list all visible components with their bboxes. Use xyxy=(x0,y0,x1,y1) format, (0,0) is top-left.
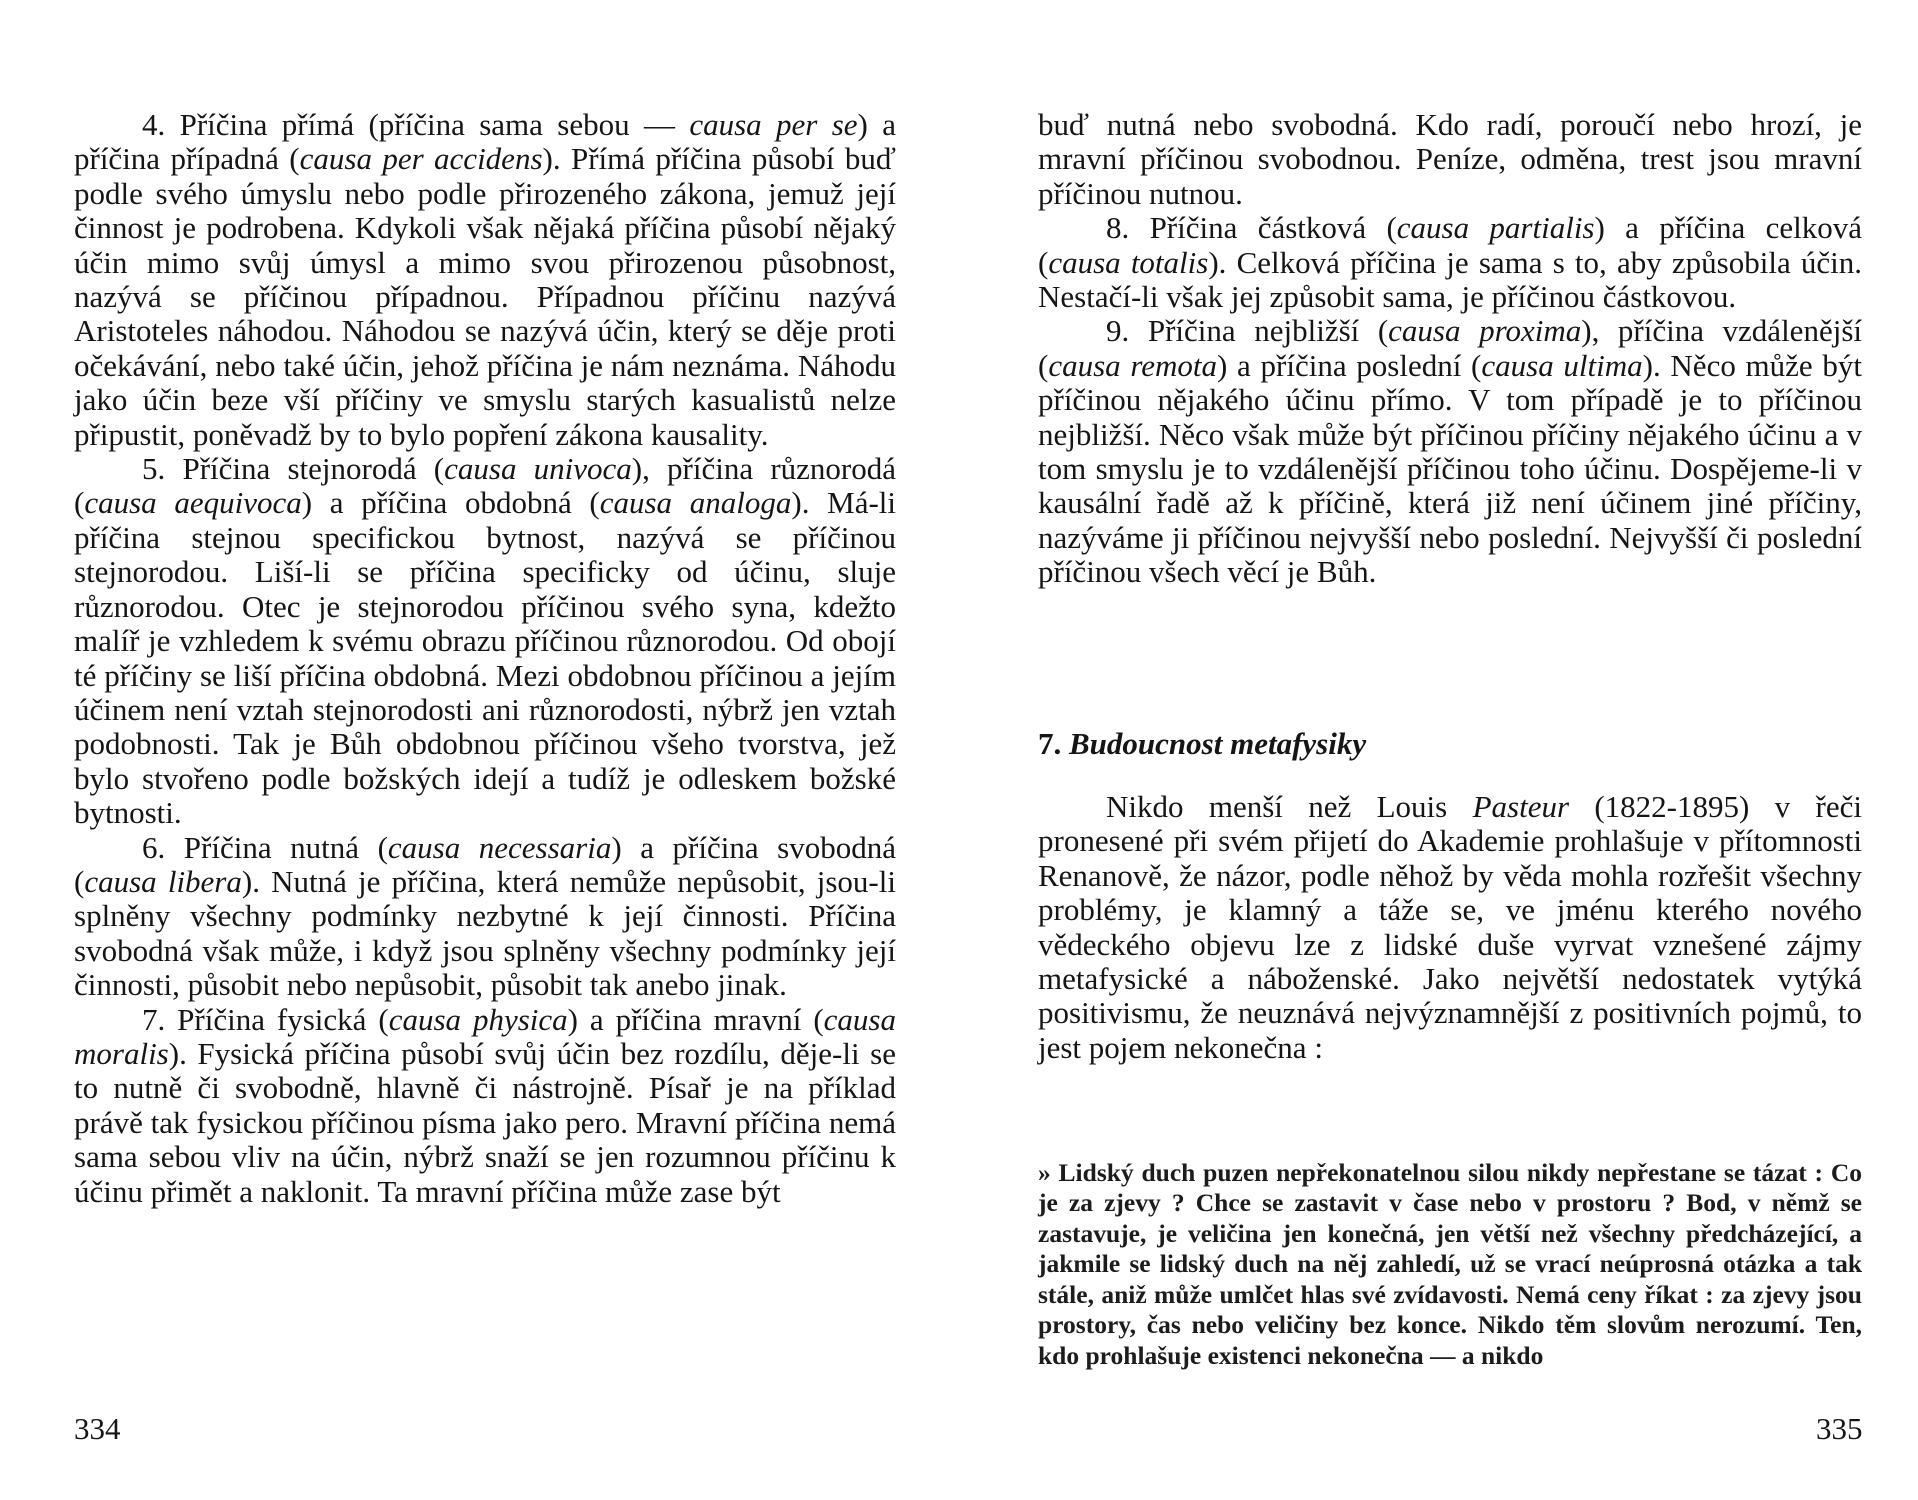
latin-term: causa necessaria xyxy=(387,829,612,865)
paragraph-cause-partial xyxy=(1038,211,1862,314)
text-run: 5. Příčina stejnorodá ( xyxy=(142,451,445,487)
text-run: ) a příčina svobodná ( xyxy=(74,829,896,899)
text-run: ). Fysická příčina působí svůj účin bez rozdílu, děje-li se to nutně či svobodně, hlavně či nástrojně. Písař je na příklad právě tak fysickou příčinou písma jako pero. Mravní příčina nemá sama sebou vliv na účin, nýbrž snaží se jen rozumnou příčinu k účinu přimět a naklonit. Ta mravní příčina může zase být xyxy=(74,1035,896,1209)
paragraph-cause-direct xyxy=(74,108,896,452)
latin-term: causa per se xyxy=(689,107,858,142)
latin-term: causa univoca xyxy=(444,451,632,487)
text-run: ). Má-li příčina stejnou specifickou bytnost, nazývá se příčinou stejnorodou. Liší-li se příčina specificky od účinu, sluje různorodou. Otec je stejnorodou příčinou svého syna, kdežto malíř je vzhledem k svému obrazu příčinou různorodou. Od obojí té příčiny se liší příčina obdobná. Mezi obdobnou příčinou a jejím účinem není vztah stejnorodosti ani různorodosti, nýbrž jen vztah podobnosti. Tak je Bůh obdobnou příčinou všeho tvorstva, jež bylo stvořeno podle božských idejí a tudíž je odleskem božské bytnosti. xyxy=(74,485,897,831)
paragraph-cause-necessary xyxy=(74,831,896,1003)
pasteur-quote: » Lidský duch puzen nepřekonatelnou silou nikdy nepřestane se tázat : Co je za zjevy ? Chce se zastavit v čase nebo v prostoru ? Bod, v němž se zastavuje, je veličina jen konečná, jen větší než všechny předcházející, a jakmile se lidský duch na něj zahledí, už se vrací neúprosná otázka a tak stále, aniž může umlčet hlas své zvídavosti. Nemá ceny říkat : za zjevy jsou prostory, čas nebo veličiny bez konce. Nikdo těm slovům nerozumí. Ten, kdo prohlašuje existenci nekonečna — a nikdo xyxy=(1038,1157,1862,1371)
page-number-left: 334 xyxy=(74,1411,121,1446)
paragraph-cause-physical xyxy=(74,1003,896,1209)
text-run: 4. Příčina přímá (příčina sama sebou — xyxy=(142,107,690,142)
text-run: buď nutná nebo svobodná. Kdo radí, poroučí nebo hrozí, je mravní příčinou svobodnou. Peníze, odměna, trest jsou mravní příčinou nutnou. xyxy=(1038,107,1862,211)
paragraph-cause-univocal xyxy=(74,452,896,830)
text-run: ) a příčina poslední ( xyxy=(1217,347,1482,383)
latin-term: causa physica xyxy=(388,1001,568,1037)
left-page-text xyxy=(74,108,896,1209)
latin-term: causa moralis xyxy=(74,1001,896,1071)
latin-term: causa aequivoca xyxy=(84,485,302,521)
text-run: ) a příčina obdobná ( xyxy=(301,485,600,521)
text-run: ). Něco může být příčinou nějakého účinu přímo. V tom případě je to příčinou nejbližší. Něco však může být příčinou příčiny nějakého účinu a v tom smyslu je to vzdálenější příčinou toho účinu. Dospějeme-li v kausální řadě až k příčině, která již není účinem jiné příčiny, nazýváme ji příčinou nejvyšší nebo poslední. Nejvyšší či poslední příčinou všech věcí je Bůh. xyxy=(1038,347,1862,590)
text-run: 7. Příčina fysická ( xyxy=(142,1001,389,1037)
text-run: ). Nutná je příčina, která nemůže nepůsobit, jsou-li splněny všechny podmínky nezbytné k její činnosti. Příčina svobodná však může, i když jsou splněny všechny podmínky její činnosti, působit nebo nepůsobit, působit tak anebo jinak. xyxy=(74,863,896,1003)
latin-term: causa per accidens xyxy=(299,141,543,177)
text-run: ). Přímá příčina působí buď podle svého úmyslu nebo podle přirozeného zákona, jemuž její činnost je podrobena. Kdykoli však nějaká příčina působí nějaký účin mimo svůj úmysl a mimo svou přirozenou působnost, nazývá se příčinou případnou. Případnou příčinu nazývá Aristoteles náhodou. Náhodou se nazývá účin, který se děje proti očekávání, nebo také účin, jehož příčina je nám neznáma. Náhodu jako účin beze vší příčiny ve smyslu starých kasualistů nelze připustit, poněvadž by to bylo popření zákona kausality. xyxy=(74,141,896,452)
text-run: ). Celková příčina je sama s to, aby způsobila účin. Nestačí-li však jej způsobit sama, je příčinou částkovou. xyxy=(1038,244,1862,315)
latin-term: causa libera xyxy=(84,863,242,899)
section-title: Budoucnost metafysiky xyxy=(1069,726,1367,761)
right-page xyxy=(959,0,1918,1500)
paragraph-continuation xyxy=(1038,108,1862,211)
text-run: Nikdo menší než Louis xyxy=(1106,789,1473,824)
section-number: 7. xyxy=(1038,726,1062,761)
latin-term: causa analoga xyxy=(599,485,792,521)
text-run: ), příčina vzdálenější ( xyxy=(1038,313,1862,383)
latin-term: causa ultima xyxy=(1481,347,1643,383)
text-run: ) a příčina mravní ( xyxy=(567,1001,824,1037)
latin-term: causa totalis xyxy=(1048,244,1209,280)
text-run: 6. Příčina nutná ( xyxy=(142,829,388,865)
latin-term: causa proxima xyxy=(1388,313,1582,349)
text-run: ) a příčina případná ( xyxy=(74,107,896,177)
paragraph-pasteur xyxy=(1038,790,1862,1065)
text-run: 9. Příčina nejbližší ( xyxy=(1106,313,1389,349)
page-number-right: 335 xyxy=(1816,1411,1863,1446)
section-heading xyxy=(1038,726,1366,762)
text-run: 8. Příčina částková ( xyxy=(1106,210,1397,246)
right-page-text xyxy=(1038,108,1862,590)
paragraph-cause-proximate xyxy=(1038,314,1862,589)
latin-term: Pasteur xyxy=(1472,789,1570,824)
text-run: ) a příčina celková ( xyxy=(1038,210,1862,280)
text-run: (1822-1895) v řeči pronesené při svém přijetí do Akademie prohlašuje v přítomnosti Renanově, že názor, podle něhož by věda mohla rozřešit všechny problémy, je klamný a táže se, ve jménu kterého nového vědeckého objevu lze z lidské duše vyrvat vznešené zájmy metafysické a náboženské. Jako největší nedostatek vytýká positivismu, že neuznává nejvýznamnější z positivních pojmů, to jest pojem nekonečna : xyxy=(1038,789,1862,1065)
latin-term: causa partialis xyxy=(1396,210,1595,246)
latin-term: causa remota xyxy=(1048,347,1218,383)
text-run: ), příčina různorodá ( xyxy=(74,451,896,521)
